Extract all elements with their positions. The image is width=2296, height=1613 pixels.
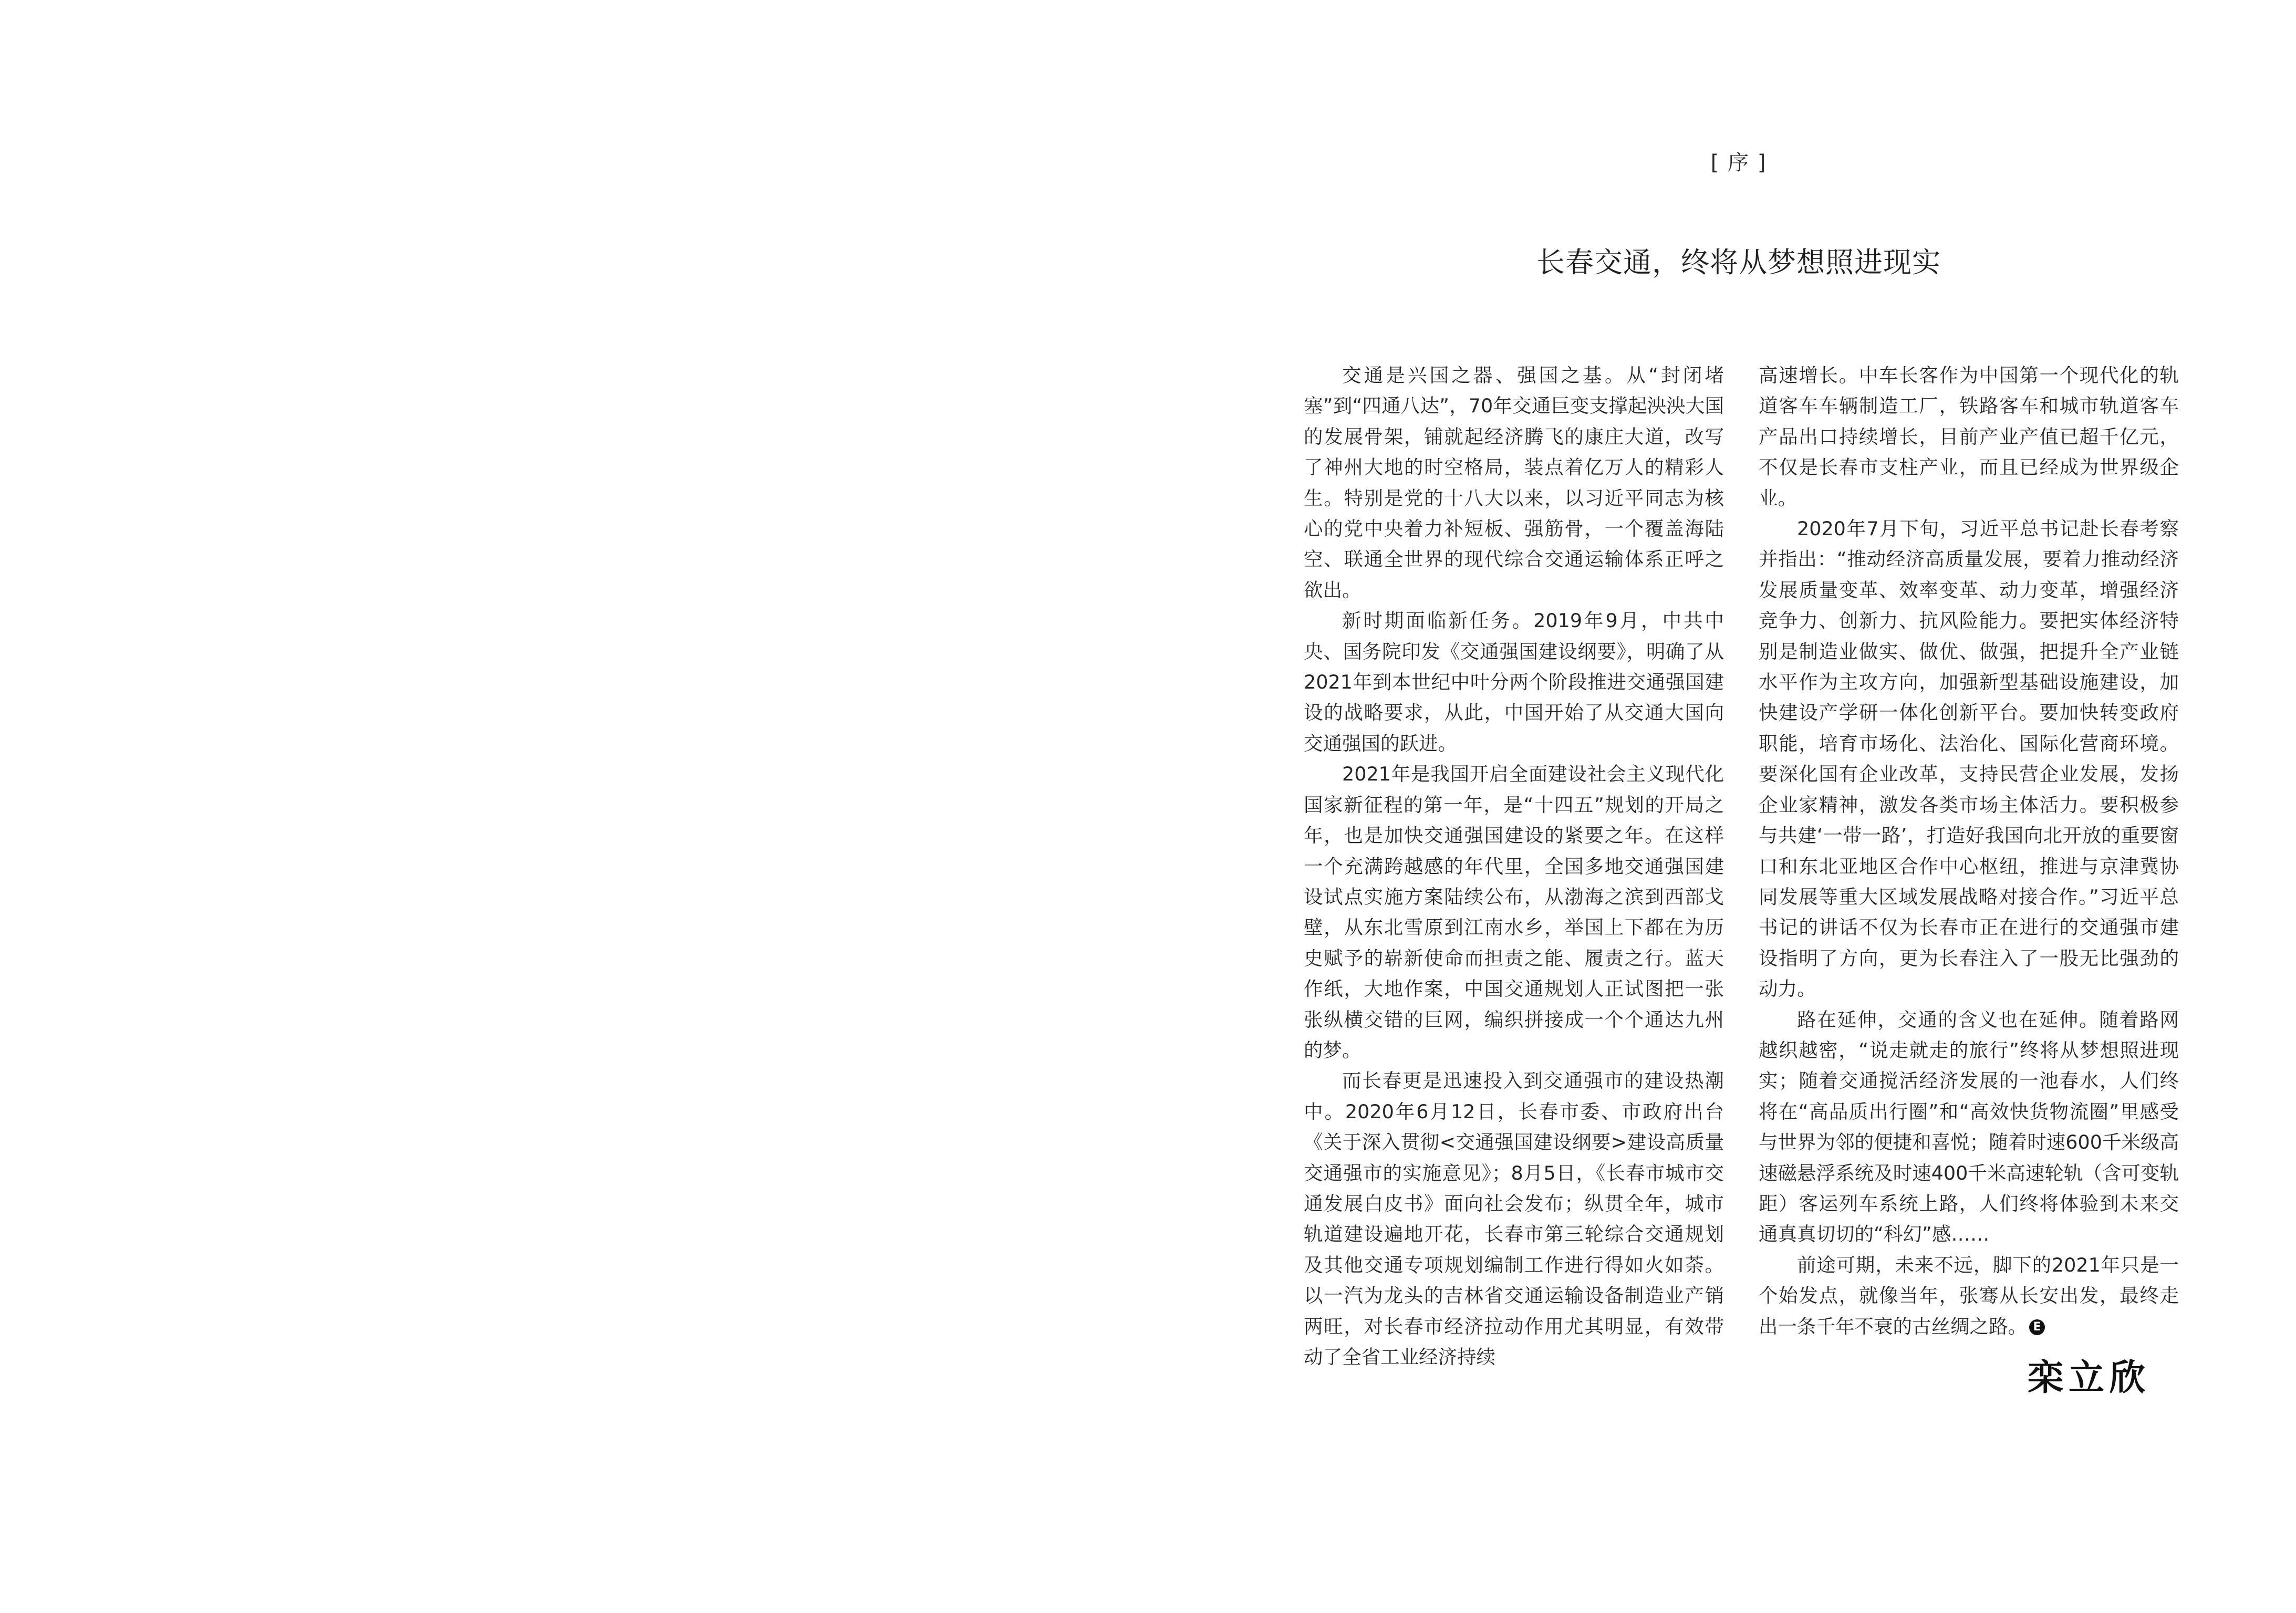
end-mark-icon: E bbox=[2029, 1319, 2045, 1335]
paragraph-final bbox=[1759, 1250, 2179, 1342]
text-column-right bbox=[1759, 360, 2179, 1342]
paragraph: 交通是兴国之器、强国之基。从“封闭堵塞”到“四通八达”，70年交通巨变支撑起泱泱大国的发展骨架，铺就起经济腾飞的康庄大道，改写了神州大地的时空格局，装点着亿万人的精彩人生。特别是党的十八大以来，以习近平同志为核心的党中央着力补短板、强筋骨，一个覆盖海陆空、联通全世界的现代综合交通运输体系正呼之欲出。 bbox=[1304, 364, 1724, 601]
paragraph: 新时期面临新任务。2019年9月，中共中央、国务院印发《交通强国建设纲要》，明确了从2021年到本世纪中叶分两个阶段推进交通强国建设的战略要求，从此，中国开始了从交通大国向交通强国的跃进。 bbox=[1304, 609, 1724, 755]
paragraph: 2020年7月下旬，习近平总书记赴长春考察并指出：“推动经济高质量发展，要着力推动经济发展质量变革、效率变革、动力变革，增强经济竞争力、创新力、抗风险能力。要把实体经济特别是制造业做实、做优、做强，把提升全产业链水平作为主攻方向，加强新型基础设施建设，加快建设产学研一体化创新平台。要加快转变政府职能，培育市场化、法治化、国际化营商环境。要深化国有企业改革，支持民营企业发展，发扬企业家精神，激发各类市场主体活力。要积极参与共建‘一带一路’，打造好我国向北开放的重要窗口和东北亚地区合作中心枢纽，推进与京津冀协同发展等重大区域发展战略对接合作。”习近平总书记的讲话不仅为长春市正在进行的交通强市建设指明了方向，更为长春注入了一股无比强劲的动力。 bbox=[1759, 517, 2179, 1001]
text-column-left bbox=[1304, 360, 1724, 1372]
paragraph-final-text: 前途可期，未来不远，脚下的2021年只是一个始发点，就像当年，张骞从长安出发，最终走出一条千年不衰的古丝绸之路。 bbox=[1759, 1253, 2179, 1338]
paragraph-continuation: 高速增长。中车长客作为中国第一个现代化的轨道客车车辆制造工厂，铁路客车和城市轨道客车产品出口持续增长，目前产业产值已超千亿元，不仅是长春市支柱产业，而且已经成为世界级企业。 bbox=[1759, 364, 2179, 509]
page-title: 长春交通，终将从梦想照进现实 bbox=[1536, 246, 1941, 279]
section-label: [ 序 ] bbox=[1710, 151, 1767, 175]
author-signature: 栾立欣 bbox=[2028, 1357, 2151, 1399]
paragraph: 而长春更是迅速投入到交通强市的建设热潮中。2020年6月12日，长春市委、市政府出台《关于深入贯彻<交通强国建设纲要>建设高质量交通强市的实施意见》；8月5日，《长春市城市交通发展白皮书》面向社会发布；纵贯全年，城市轨道建设遍地开花，长春市第三轮综合交通规划及其他交通专项规划编制工作进行得如火如荼。以一汽为龙头的吉林省交通运输设备制造业产销两旺，对长春市经济拉动作用尤其明显，有效带动了全省工业经济持续 bbox=[1304, 1069, 1724, 1368]
paragraph: 路在延伸，交通的含义也在延伸。随着路网越织越密，“说走就走的旅行”终将从梦想照进现实；随着交通搅活经济发展的一池春水，人们终将在“高品质出行圈”和“高效快货物流圈”里感受与世界为邻的便捷和喜悦；随着时速600千米级高速磁悬浮系统及时速400千米高速轮轨（含可变轨距）客运列车系统上路，人们终将体验到未来交通真真切切的“科幻”感…… bbox=[1759, 1008, 2179, 1246]
paragraph: 2021年是我国开启全面建设社会主义现代化国家新征程的第一年，是“十四五”规划的开局之年，也是加快交通强国建设的紧要之年。在这样一个充满跨越感的年代里，全国多地交通强国建设试点实施方案陆续公布，从渤海之滨到西部戈壁，从东北雪原到江南水乡，举国上下都在为历史赋予的崭新使命而担责之能、履责之行。蓝天作纸，大地作案，中国交通规划人正试图把一张张纵横交错的巨网，编织拼接成一个个通达九州的梦。 bbox=[1304, 763, 1724, 1062]
